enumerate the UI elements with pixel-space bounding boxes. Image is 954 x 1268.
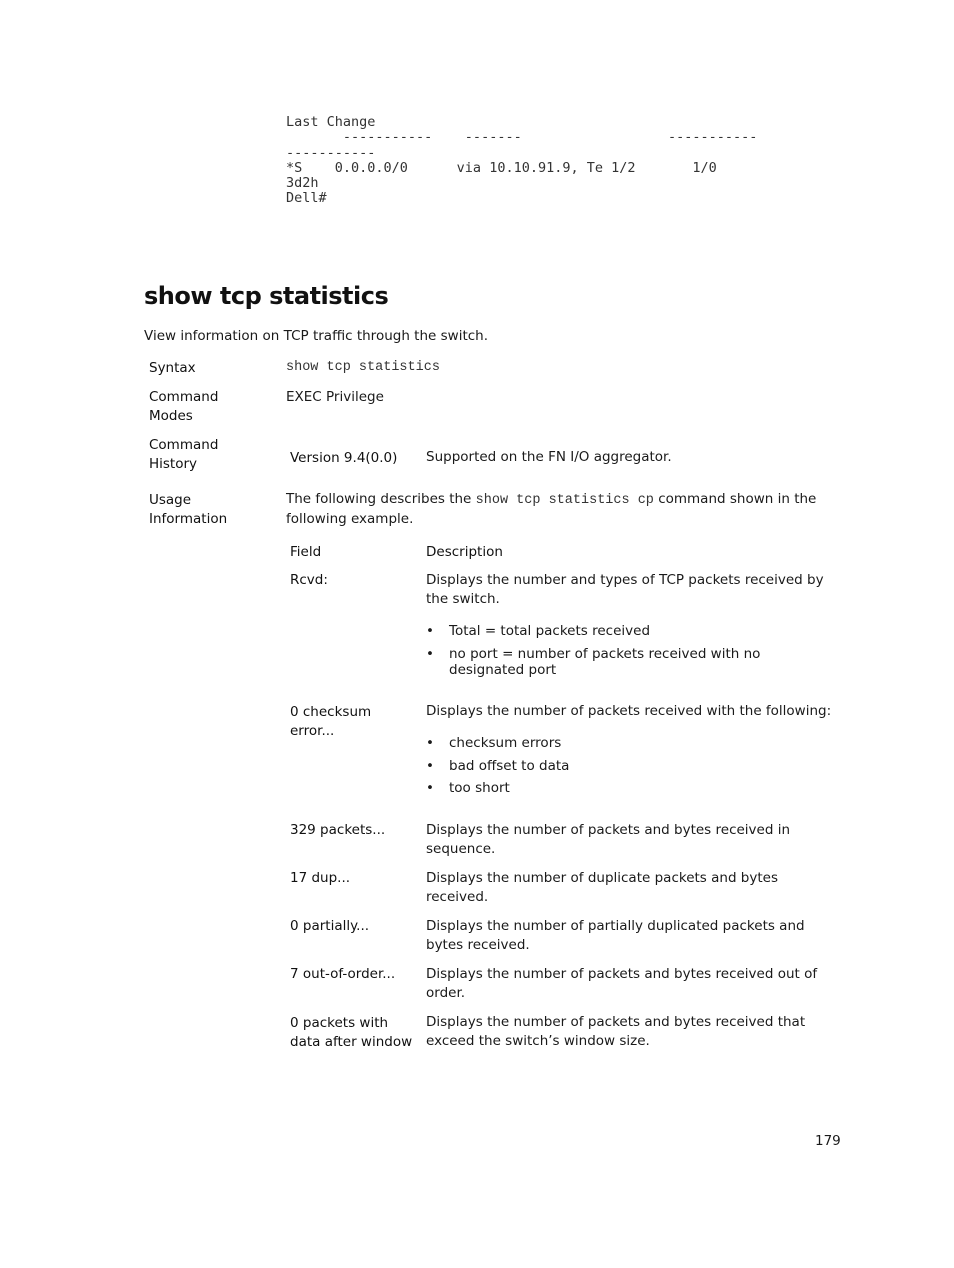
list-item: • bad offset to data <box>426 758 836 774</box>
table-header-description: Description <box>426 544 503 560</box>
table-row-field: 0 partially... <box>290 918 370 934</box>
table-header-field: Field <box>290 544 322 560</box>
modes-label-line: Command <box>149 389 219 405</box>
field-line: data after window <box>290 1034 413 1050</box>
desc-line: exceed the switch’s window size. <box>426 1033 650 1049</box>
table-row-field <box>290 1014 412 1052</box>
table-row-field <box>290 703 371 741</box>
code-line: *S 0.0.0.0/0 via 10.10.91.9, Te 1/2 1/0 <box>286 159 717 176</box>
history-version: Version 9.4(0.0) <box>290 450 398 466</box>
table-row-description <box>426 1013 836 1051</box>
modes-label <box>149 388 218 426</box>
desc-line: received. <box>426 889 489 905</box>
desc-line: the switch. <box>426 591 500 607</box>
table-row-field: 329 packets... <box>290 822 386 838</box>
history-label-line: History <box>149 456 198 472</box>
usage-text-pre: The following describes the <box>286 491 476 507</box>
usage-text-post: command shown in the <box>653 491 817 507</box>
list-item: • too short <box>426 780 836 796</box>
desc-line: order. <box>426 985 466 1001</box>
list-item-line: • no port = number of packets received with no <box>449 645 761 662</box>
modes-value: EXEC Privilege <box>286 389 384 405</box>
field-line: error... <box>290 723 335 739</box>
desc-line: Displays the number of packets and bytes received that <box>426 1014 806 1030</box>
code-line: 3d2h <box>286 175 319 192</box>
rcvd-bullet-list <box>426 623 836 684</box>
table-row-description <box>426 869 836 907</box>
syntax-label: Syntax <box>149 360 196 376</box>
desc-line: Displays the number of partially duplicated packets and <box>426 918 805 934</box>
list-item: • checksum errors <box>426 735 836 751</box>
desc-line: bytes received. <box>426 937 530 953</box>
desc-line: Displays the number and types of TCP packets received by <box>426 572 824 588</box>
desc-line: Displays the number of packets and bytes received out of <box>426 966 818 982</box>
table-row-description <box>426 571 836 609</box>
list-item: • Total = total packets received <box>426 623 836 639</box>
table-row-description <box>426 917 836 955</box>
table-row-description <box>426 821 836 859</box>
table-row-description: Displays the number of packets received with the following: <box>426 703 832 719</box>
code-line: ----------- ------- ----------- <box>286 129 758 146</box>
history-label-line: Command <box>149 437 219 453</box>
code-block <box>286 115 757 207</box>
usage-text <box>286 490 846 529</box>
usage-label <box>149 491 227 529</box>
usage-inline-code: show tcp statistics cp <box>475 493 654 508</box>
section-intro: View information on TCP traffic through the switch. <box>144 328 489 344</box>
history-label <box>149 436 218 474</box>
history-description: Supported on the FN I/O aggregator. <box>426 449 672 465</box>
code-line: Last Change <box>286 114 376 130</box>
table-row-field: Rcvd: <box>290 572 328 588</box>
code-line: Dell# <box>286 190 327 207</box>
desc-line: sequence. <box>426 841 496 857</box>
field-line: 0 checksum <box>290 704 372 720</box>
usage-text-line: following example. <box>286 511 414 527</box>
usage-text-line <box>286 490 846 510</box>
syntax-command: show tcp statistics <box>286 360 440 375</box>
code-line: ----------- <box>286 144 376 161</box>
usage-label-line: Usage <box>149 492 192 508</box>
list-item-line: designated port <box>449 661 557 678</box>
table-row-field: 17 dup... <box>290 870 351 886</box>
modes-label-line: Modes <box>149 408 193 424</box>
table-row-field: 7 out-of-order... <box>290 966 396 982</box>
desc-line: Displays the number of duplicate packets and bytes <box>426 870 779 886</box>
section-title: show tcp statistics <box>144 282 389 310</box>
list-item <box>426 646 836 678</box>
usage-label-line: Information <box>149 511 228 527</box>
desc-line: Displays the number of packets and bytes received in <box>426 822 791 838</box>
page-number: 179 <box>815 1133 841 1149</box>
table-row-description <box>426 965 836 1003</box>
field-line: 0 packets with <box>290 1015 389 1031</box>
checksum-bullet-list <box>426 735 836 803</box>
